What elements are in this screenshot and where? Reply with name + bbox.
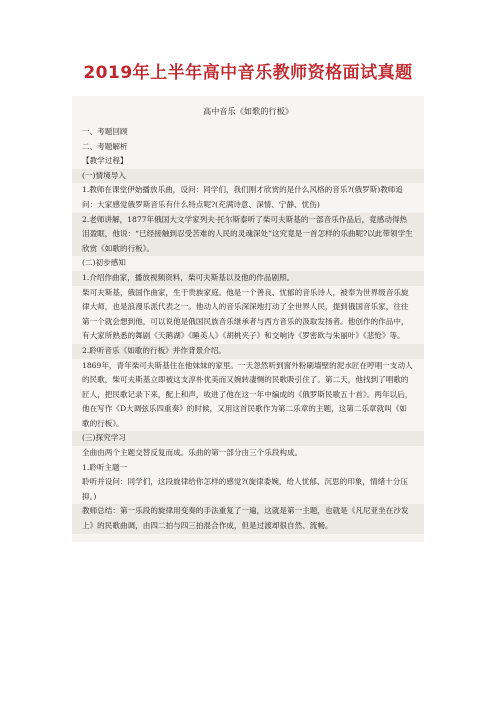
- paragraph: 全曲由两个主题交替反复而成。乐曲的第一部分由三个乐段构成。: [82, 448, 303, 458]
- document-body: [72, 96, 424, 542]
- paragraph: 聆听并设问：同学们，这段旋律给你怎样的感觉?(旋律委婉，给人忧郁、沉思的印象，情绪十分压抑。): [82, 477, 408, 501]
- section-heading: (二)初步感知: [82, 258, 126, 268]
- section-heading: 1.聆听主题一: [82, 462, 128, 472]
- section-heading: 一、考题回顾: [82, 127, 128, 136]
- document-subtitle: 高中音乐《如歌的行板》: [202, 106, 294, 116]
- paragraph: 1869年，青年柴可夫斯基住在他妹妹的家里。一天忽然听到窗外粉刷墙壁的泥水匠在哼唱一支动人的民歌，柴可夫斯基立即被这支淳朴优美而又婉转凄恻的民歌吸引住了。第二天，他找到了唱歌的匠人，把民歌记录下来，配上和声，收进了他在这一年中编成的《俄罗斯民歌五十首》。两年以后，他在写作《D大调弦乐四重奏》的时候，又用这首民歌作为第二乐章的主题，这第二乐章就叫《如歌的行板》。: [82, 360, 413, 428]
- section-heading: 二、考题解析: [82, 141, 128, 151]
- paragraph: 1.教师在课堂伊始播放乐曲，设问：同学们，我们刚才欣赏的是什么风格的音乐?(俄罗斯)教师追问：大家感觉俄罗斯音乐有什么特点呢?(充满诗意、深情、宁静、忧伤): [82, 185, 403, 209]
- paragraph: 柴可夫斯基，俄国作曲家，生于贵族家庭。他是一个善良、忧郁的音乐诗人，被奉为世界级音乐旋律大师，也是浪漫乐派代表之一。他动人的音乐深深地打动了全世界人民，提到俄国音乐家，往往第一个就会想到他，可以说他是俄国民族音乐继承者与西方音乐的汲取发扬者。他创作的作品中，有大家所熟悉的舞剧《天鹅湖》《睡美人》《胡桃夹子》和交响诗《罗密欧与朱丽叶》《悲怆》等。: [82, 287, 409, 341]
- paragraph: 2.聆听音乐《如歌的行板》并作背景介绍。: [72, 344, 424, 359]
- section-heading: 【教学过程】: [82, 156, 128, 166]
- paragraph: 教师总结：第一乐段的旋律用变奏的手法重复了一遍，这就是第一主题，也就是《凡尼亚坐在沙发上》的民歌曲调，由四二拍与四三拍混合作成，但是过渡却很自然、流畅。: [72, 504, 424, 533]
- paragraph: 2.老师讲解，1877年俄国大文学家列夫·托尔斯泰听了柴可夫斯基的一部音乐作品后，竟感动得热泪盈眶，他说：“已经接触到忍受苦难的人民的灵魂深处”这究竟是一首怎样的乐曲呢?以此带领学生欣赏《如歌的行板》。: [72, 213, 424, 257]
- document-title: 2019年上半年高中音乐教师资格面试真题: [83, 63, 413, 83]
- section-heading: (三)探究学习: [72, 431, 424, 446]
- section-heading: (一)情境导入: [72, 169, 424, 184]
- paragraph: 1.介绍作曲家，播放视频资料，柴可夫斯基以及他的作品剧照。: [72, 271, 424, 286]
